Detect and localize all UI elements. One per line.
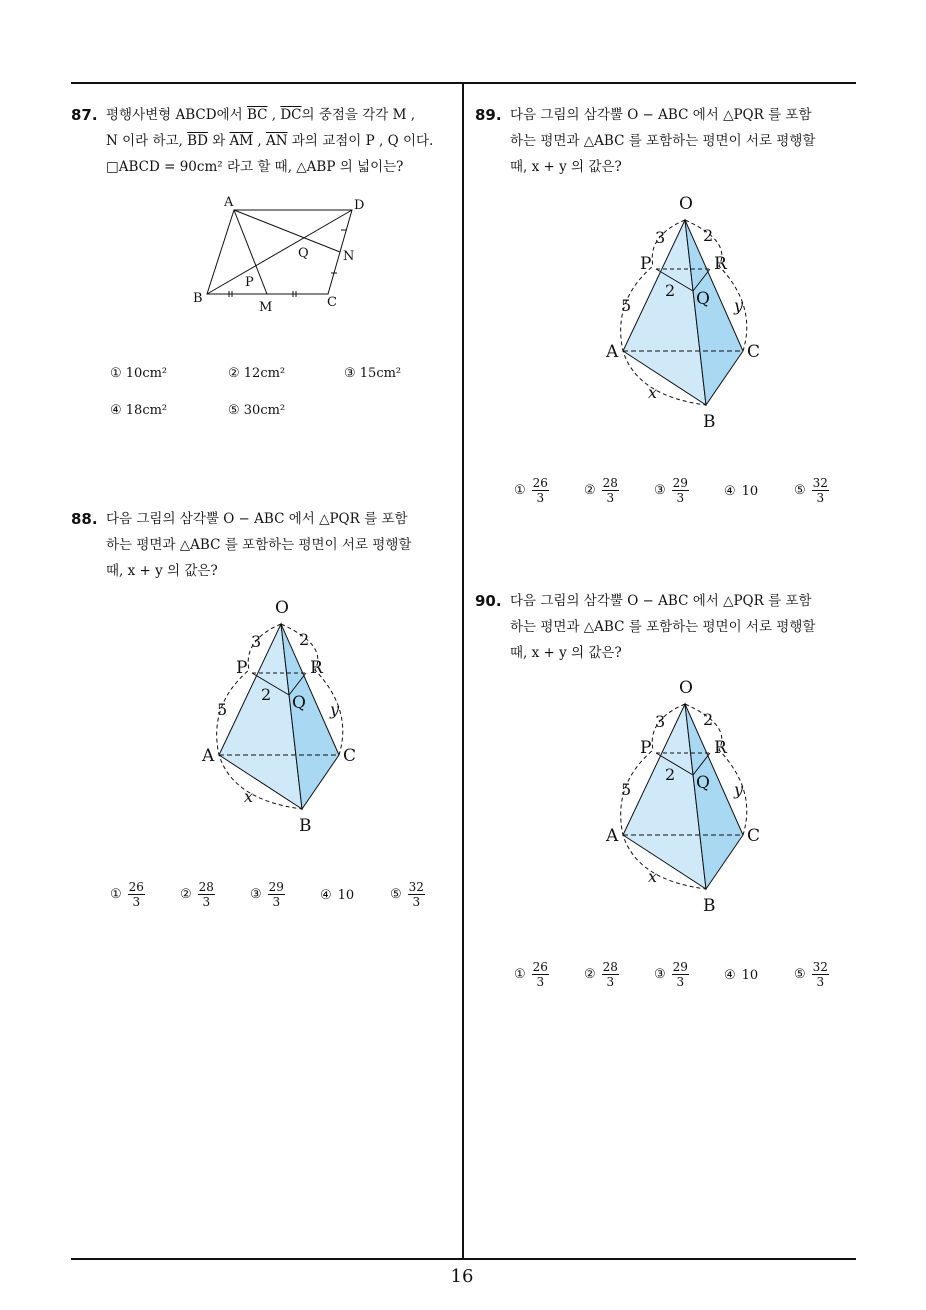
label-r: R [310,658,323,678]
denominator: 3 [606,491,615,505]
edge-rc-length: y [330,700,340,719]
choice-1[interactable] [514,476,549,505]
choice-2[interactable] [584,960,619,989]
edge-pq-length: 2 [665,281,676,300]
label-c: C [747,826,761,846]
label-q: Q [696,773,710,793]
label-b: B [703,896,716,916]
numerator: 29 [672,476,688,490]
text: 다음 그림의 삼각뿔 O − ABC 에서 △PQR 를 포함 [510,593,812,609]
label-c: C [343,746,357,766]
pyramid-figure [587,191,787,445]
choice-mark: ① [514,967,526,982]
q90-choices [514,960,854,1000]
edge-pa-length: 5 [217,700,228,719]
segment-dc: $\overline{DC}$ [280,107,302,123]
choice-3[interactable]: ③ 15cm² [344,366,402,381]
choice-5[interactable] [390,880,425,909]
text: 의 중점을 각각 M , [301,107,416,123]
numerator: 32 [812,476,828,490]
segment-bd: $\overline{BD}$ [187,133,208,149]
fraction [532,476,549,505]
label-p: P [236,658,248,678]
denominator: 3 [272,895,281,909]
choice-5[interactable]: ⑤ 30cm² [228,403,286,418]
edge-ab-length: x [648,383,658,402]
denominator: 3 [816,491,825,505]
numerator: 29 [672,960,688,974]
segment-an: $\overline{AN}$ [265,133,288,149]
column-divider [462,83,464,1259]
label-b: B [299,816,312,836]
numerator: 26 [128,880,144,894]
edge-rc-length: y [734,780,744,799]
choice-2[interactable] [180,880,215,909]
text: 와 [207,133,230,149]
edge-pa-length: 5 [621,296,632,315]
denominator: 3 [676,491,685,505]
edge-op-length: 3 [655,712,666,731]
choice-mark: ③ [654,967,666,982]
question-text [510,102,866,180]
choice-4[interactable]: ④ 18cm² [110,403,168,418]
label-b: B [703,412,716,432]
choice-3[interactable] [250,880,285,909]
label-c: C [747,342,761,362]
label-q: Q [696,289,710,309]
choice-3[interactable] [654,476,689,505]
label-p: P [640,738,652,758]
choice-mark: ② [584,967,596,982]
choice-mark: ④ [320,888,332,903]
question-88 [71,506,463,586]
bottom-rule [71,1258,856,1260]
edge-ab-length: x [648,867,658,886]
denominator: 3 [202,895,211,909]
label-q: Q [292,693,306,713]
label-m: M [259,300,273,315]
question-text [510,588,866,666]
question-87 [71,102,463,182]
edge-ab-length: x [244,787,254,806]
pyramid-figure [587,675,787,929]
choice-mark: ② [584,483,596,498]
text: 하는 평면과 △ABC 를 포함하는 평면이 서로 평행할 [510,619,816,635]
q88-choices [110,880,450,920]
choice-mark: ④ [724,968,736,983]
choice-value: 10 [337,888,355,903]
denominator: 3 [606,975,615,989]
label-r: R [714,738,727,758]
label-o: O [679,678,693,698]
segment-am: $\overline{AM}$ [229,133,254,149]
fraction [268,880,285,909]
choice-mark: ② [180,887,192,902]
fraction [602,476,619,505]
choice-mark: ③ [654,483,666,498]
denominator: 3 [412,895,421,909]
denominator: 3 [816,975,825,989]
numerator: 29 [268,880,284,894]
denominator: 3 [132,895,141,909]
choice-mark: ⑤ [794,967,806,982]
choice-mark: ① [110,887,122,902]
text: 다음 그림의 삼각뿔 O − ABC 에서 △PQR 를 포함 [510,107,812,123]
label-a: A [606,342,619,362]
denominator: 3 [536,491,545,505]
edge-or-length: 2 [703,710,714,729]
denominator: 3 [676,975,685,989]
question-number: 87. [71,106,98,124]
edge-pq-length: 2 [261,685,272,704]
label-b: B [193,291,203,306]
edge-or-length: 2 [703,226,714,245]
edge-rc-length: y [734,296,744,315]
numerator: 32 [408,880,424,894]
label-q: Q [298,246,309,261]
numerator: 28 [602,476,618,490]
fraction [602,960,619,989]
label-o: O [679,194,693,214]
fraction [408,880,425,909]
text: 평행사변형 ABCD에서 [106,107,247,123]
question-number: 89. [475,106,502,124]
text: 때, x + y 의 값은? [510,645,622,661]
edge-pq-length: 2 [665,765,676,784]
text: 때, x + y 의 값은? [106,563,218,579]
choice-4[interactable] [724,484,758,499]
choice-mark: ⑤ [390,887,402,902]
choice-5[interactable] [794,476,829,505]
text: 과의 교점이 P , Q 이다. [287,133,434,149]
parallelogram-figure [185,190,375,320]
choice-mark: ④ [724,484,736,499]
fraction [672,960,689,989]
fraction [812,476,829,505]
text: , [253,133,266,149]
q89-choices [514,476,854,516]
edge-or-length: 2 [299,630,310,649]
segment-bc: $\overline{BC}$ [246,107,268,123]
pyramid-figure [183,595,383,849]
choice-2[interactable]: ② 12cm² [228,366,286,381]
choice-1[interactable] [110,880,145,909]
question-number: 88. [71,510,98,528]
numerator: 26 [532,476,548,490]
fraction [672,476,689,505]
label-p: P [640,254,652,274]
label-o: O [275,598,289,618]
choice-mark: ① [514,483,526,498]
numerator: 28 [198,880,214,894]
fraction [812,960,829,989]
numerator: 32 [812,960,828,974]
choice-value: 10 [741,968,759,983]
choice-1[interactable]: ① 10cm² [110,366,168,381]
choice-mark: ⑤ [794,483,806,498]
text: , [267,107,281,123]
text: □ABCD = 90cm² 라고 할 때, △ABP 의 넓이는? [106,159,404,175]
edge-pa-length: 5 [621,780,632,799]
question-text [106,506,462,584]
label-r: R [714,254,727,274]
question-89 [475,102,867,182]
label-a: A [202,746,215,766]
fraction [532,960,549,989]
denominator: 3 [536,975,545,989]
question-90 [475,588,867,668]
label-c: C [327,295,337,310]
choice-1[interactable] [514,960,549,989]
label-d: D [354,198,365,213]
fraction [198,880,215,909]
choice-4[interactable] [724,968,758,983]
edge-op-length: 3 [251,632,262,651]
text: 하는 평면과 △ABC 를 포함하는 평면이 서로 평행할 [106,537,412,553]
text: N 이라 하고, [106,133,188,149]
label-n: N [343,249,355,264]
text: 다음 그림의 삼각뿔 O − ABC 에서 △PQR 를 포함 [106,511,408,527]
question-text [106,102,462,180]
label-a: A [606,826,619,846]
numerator: 26 [532,960,548,974]
fraction [128,880,145,909]
choice-5[interactable] [794,960,829,989]
text: 하는 평면과 △ABC 를 포함하는 평면이 서로 평행할 [510,133,816,149]
choice-3[interactable] [654,960,689,989]
numerator: 28 [602,960,618,974]
edge-op-length: 3 [655,228,666,247]
choice-mark: ③ [250,887,262,902]
choice-2[interactable] [584,476,619,505]
question-number: 90. [475,592,502,610]
choice-4[interactable] [320,888,354,903]
label-p: P [245,275,254,290]
choice-value: 10 [741,484,759,499]
page-number: 16 [450,1266,474,1287]
label-a: A [224,195,234,210]
text: 때, x + y 의 값은? [510,159,622,175]
